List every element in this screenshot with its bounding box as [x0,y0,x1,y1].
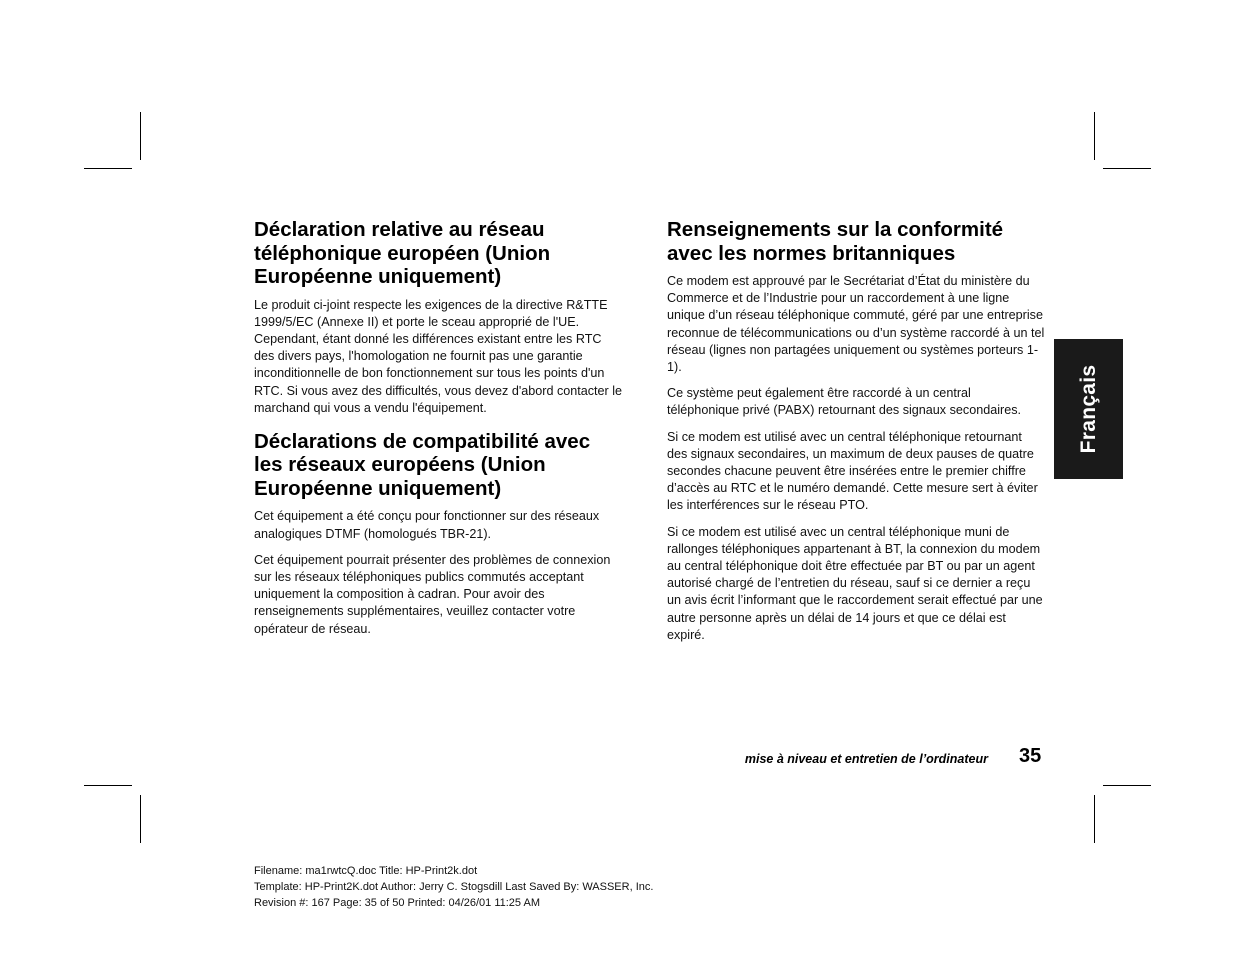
file-info-line: Template: HP-Print2K.dot Author: Jerry C. Stogsdill Last Saved By: WASSER, Inc. [254,881,654,893]
crop-mark-bottom-right-v [1094,795,1095,843]
crop-mark-bottom-right-h [1103,785,1151,786]
crop-mark-top-right-v [1094,112,1095,160]
paragraph-dtmf-networks: Cet équipement a été conçu pour fonctionner sur des réseaux analogiques DTMF (homologués TBR-21). [254,509,600,541]
paragraph-secondary-signals: Si ce modem est utilisé avec un central téléphonique retournant des signaux secondaires, un maximum de deux pauses de quatre secondes chacune peuvent être insérées entre le premier chiffre d’accès au RTC et le numéro demandé. Cette mesure sert à éviter les interférences sur le réseau PTO. [667,429,1038,513]
paragraph-rtte-directive: Le produit ci-joint respecte les exigences de la directive R&TTE 1999/5/EC (Annexe II) et porte le sceau approprié de l'UE. Cependant, étant donné les différences existant entre les RTC des divers pays, l'homologation ne fournit pas une garantie inconditionnelle de bon fonctionnement sur tous les points d'un RTC. Si vous avez des difficultés, vous devez d'abord contacter le marchand qui vous a vendu l'équipement. [254,297,623,415]
file-info-line: Filename: ma1rwtcQ.doc Title: HP-Print2k.dot [254,865,478,877]
crop-mark-bottom-left-h [84,785,132,786]
heading-uk-compliance: Renseignements sur la conformité avec les normes britanniques [667,218,1004,265]
crop-mark-top-left-v [140,112,141,160]
language-tab-label: Français [1076,364,1100,454]
crop-mark-top-left-h [84,168,132,169]
page-number: 35 [1019,745,1042,767]
running-footer-title: mise à niveau et entretien de l’ordinateur [744,752,988,766]
paragraph-bt-extensions: Si ce modem est utilisé avec un central téléphonique muni de rallonges téléphoniques appartenant à BT, la connexion du modem au central téléphonique doit être effectuée par BT ou par un agent autorisé chargé de l’entretien du réseau, sauf si ce dernier a reçu un avis écrit l’informant que le raccordement serait effectué par une autre personne après un délai de 14 jours et que ce délai est expiré. [667,524,1043,642]
heading-european-network-declaration: Déclaration relative au réseau téléphonique européen (Union Européenne uniquement) [254,218,551,288]
file-info [254,863,653,911]
paragraph-uk-approval: Ce modem est approuvé par le Secrétariat d’État du ministère du Commerce et de l’Industrie pour un raccordement à une ligne unique d’un réseau téléphonique commuté, géré par une entreprise reconnue de télécommunications ou d’un système raccordé à un tel réseau (lignes non partagées uniquement ou systèmes porteurs 1-1). [667,274,1045,375]
language-tab [1054,339,1123,479]
heading-european-compatibility: Déclarations de compatibilité avec les réseaux européens (Union Européenne uniquement) [254,429,591,500]
crop-mark-bottom-left-v [140,795,141,843]
paragraph-pulse-dialing: Cet équipement pourrait présenter des problèmes de connexion sur les réseaux téléphoniques publics commutés acceptant uniquement la composition à cadran. Pour avoir des renseignements supplémentaires, veuillez contacter votre opérateur de réseau. [254,552,611,636]
file-info-line: Revision #: 167 Page: 35 of 50 Printed: 04/26/01 11:25 AM [254,897,540,909]
left-column [254,218,624,647]
paragraph-pabx: Ce système peut également être raccordé à un central téléphonique privé (PABX) retournant des signaux secondaires. [667,386,1022,418]
right-column [667,218,1045,653]
crop-mark-top-right-h [1103,168,1151,169]
